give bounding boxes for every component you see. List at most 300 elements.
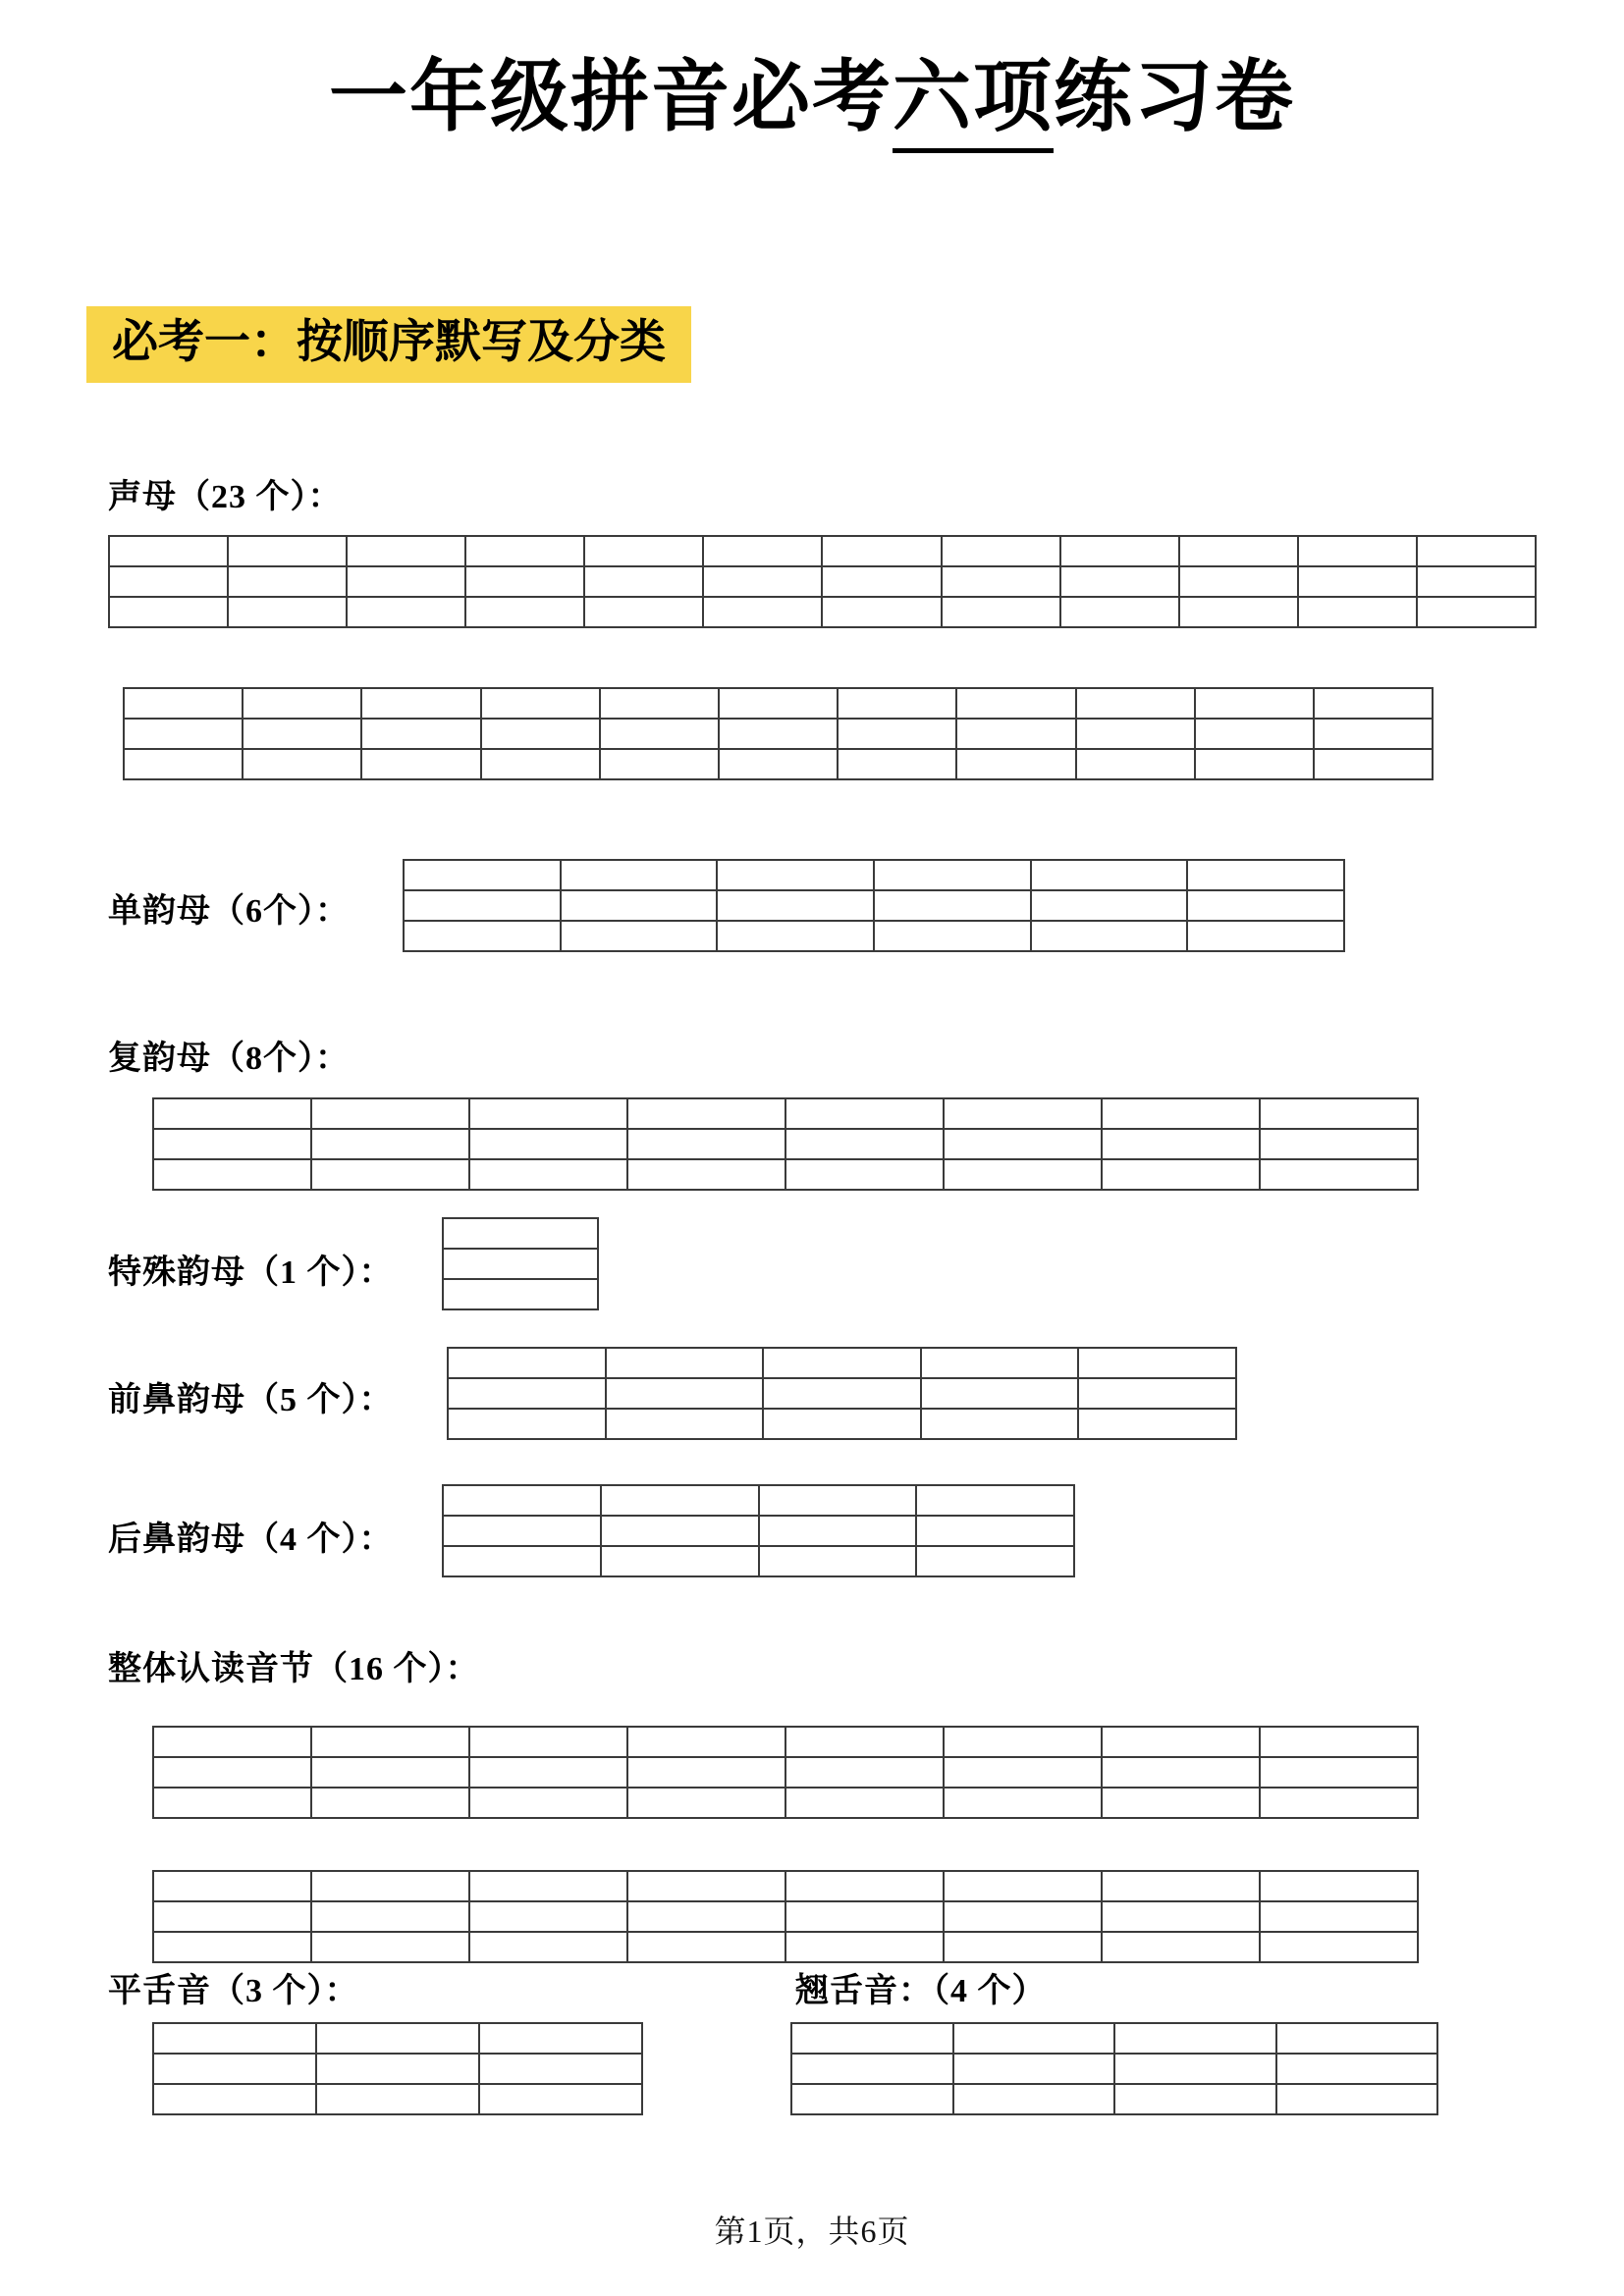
pinyin-grid-line [470, 1789, 626, 1817]
pinyin-grid[interactable] [152, 1726, 1419, 1819]
pinyin-grid[interactable] [403, 859, 1345, 952]
pinyin-grid-line [1299, 598, 1416, 626]
pinyin-grid-cell[interactable] [839, 689, 957, 778]
pinyin-grid-cell[interactable] [1196, 689, 1315, 778]
pinyin-grid-line [1261, 1728, 1417, 1758]
pinyin-grid-cell[interactable] [945, 1728, 1103, 1817]
pinyin-grid-line [1103, 1933, 1259, 1961]
pinyin-grid-line [704, 567, 821, 598]
pinyin-grid-line [1061, 567, 1178, 598]
pinyin-grid-line [943, 537, 1059, 567]
pinyin-grid-cell[interactable] [602, 1486, 760, 1575]
pinyin-grid-line [1180, 598, 1297, 626]
pinyin-grid-line [917, 1486, 1073, 1517]
pinyin-grid-cell[interactable] [154, 1099, 312, 1189]
pinyin-grid-line [1103, 1789, 1259, 1817]
pinyin-grid-line [110, 567, 227, 598]
pinyin-grid-line [823, 567, 940, 598]
pinyin-grid-line [1061, 537, 1178, 567]
pinyin-grid-line [466, 567, 583, 598]
pinyin-grid-line [444, 1486, 600, 1517]
pinyin-grid-line [1115, 2055, 1275, 2085]
pinyin-grid-line [1277, 2024, 1437, 2055]
pinyin-grid-line [562, 922, 717, 950]
pinyin-grid-line [317, 2085, 478, 2113]
pinyin-grid-line [317, 2055, 478, 2085]
pinyin-grid-line [480, 2085, 641, 2113]
pinyin-grid-line [917, 1517, 1073, 1547]
pinyin-grid-cell[interactable] [312, 1728, 470, 1817]
pinyin-grid-line [1103, 1728, 1259, 1758]
pinyin-grid-cell[interactable] [362, 689, 481, 778]
pinyin-grid-cell[interactable] [628, 1728, 786, 1817]
pinyin-grid-cell[interactable] [786, 1099, 945, 1189]
pinyin-grid-line [1103, 1130, 1259, 1160]
pinyin-grid-line [628, 1728, 785, 1758]
pinyin-grid-line [312, 1789, 468, 1817]
grid-qianbiyunmu[interactable] [447, 1347, 1237, 1440]
pinyin-grid-cell[interactable] [764, 1349, 922, 1438]
pinyin-grid-line [312, 1872, 468, 1902]
pinyin-grid-cell[interactable] [875, 861, 1032, 950]
pinyin-grid-line [792, 2085, 952, 2113]
pinyin-grid-line [954, 2024, 1114, 2055]
pinyin-grid-line [405, 891, 560, 922]
pinyin-grid-cell[interactable] [154, 1872, 312, 1961]
pinyin-grid-line [470, 1933, 626, 1961]
pinyin-grid-cell[interactable] [1103, 1099, 1261, 1189]
pinyin-grid-line [945, 1099, 1101, 1130]
pinyin-grid-line [922, 1349, 1078, 1379]
pinyin-grid-line [444, 1547, 600, 1575]
pinyin-grid-cell[interactable] [704, 537, 823, 626]
pinyin-grid-cell[interactable] [470, 1872, 628, 1961]
pinyin-grid[interactable] [123, 687, 1434, 780]
group-label-danyunmu: 单韵母（6个）： [108, 893, 350, 930]
pinyin-grid-line [839, 689, 955, 720]
pinyin-grid-line [957, 720, 1074, 750]
pinyin-grid-line [1299, 537, 1416, 567]
grid-zhengtirendu-row-1[interactable] [152, 1726, 1419, 1819]
pinyin-grid-line [480, 2024, 641, 2055]
pinyin-grid-cell[interactable] [312, 1872, 470, 1961]
pinyin-grid-line [470, 1160, 626, 1189]
pinyin-grid-cell[interactable] [943, 537, 1061, 626]
pinyin-grid-line [628, 1758, 785, 1789]
pinyin-grid[interactable] [447, 1347, 1237, 1440]
pinyin-grid-line [154, 1872, 310, 1902]
pinyin-grid-line [823, 537, 940, 567]
pinyin-grid-cell[interactable] [444, 1486, 602, 1575]
pinyin-grid-line [444, 1250, 597, 1280]
pinyin-grid[interactable] [108, 535, 1537, 628]
pinyin-grid-line [585, 567, 702, 598]
pinyin-grid-line [317, 2024, 478, 2055]
group-label-fuyunmu: 复韵母（8个）： [108, 1041, 350, 1077]
pinyin-grid-line [1261, 1933, 1417, 1961]
pinyin-grid-line [362, 689, 479, 720]
pinyin-grid-cell[interactable] [607, 1349, 765, 1438]
pinyin-grid-line [362, 720, 479, 750]
pinyin-grid-line [482, 689, 599, 720]
pinyin-grid-line [945, 1130, 1101, 1160]
pinyin-grid-line [628, 1933, 785, 1961]
pinyin-grid-line [786, 1728, 943, 1758]
pinyin-grid-cell[interactable] [954, 2024, 1116, 2113]
pinyin-grid-line [444, 1517, 600, 1547]
pinyin-grid-cell[interactable] [1299, 537, 1418, 626]
pinyin-grid-line [244, 750, 360, 778]
pinyin-grid-line [1299, 567, 1416, 598]
pinyin-grid-line [1196, 720, 1313, 750]
pinyin-grid-line [718, 861, 873, 891]
pinyin-grid-line [628, 1130, 785, 1160]
pinyin-grid-line [602, 1517, 758, 1547]
pinyin-grid-cell[interactable] [718, 861, 875, 950]
group-label-houbiyunmu: 后鼻韵母（4 个）： [108, 1522, 394, 1558]
pinyin-grid-line [480, 2055, 641, 2085]
pinyin-grid-cell[interactable] [1115, 2024, 1277, 2113]
pinyin-grid-line [945, 1758, 1101, 1789]
pinyin-grid-line [792, 2055, 952, 2085]
pinyin-grid-line [312, 1758, 468, 1789]
pinyin-grid-line [125, 750, 242, 778]
pinyin-grid-line [1115, 2024, 1275, 2055]
group-label-shengmu: 声母（23 个）： [108, 479, 343, 515]
pinyin-grid-cell[interactable] [628, 1872, 786, 1961]
pinyin-grid-line [1315, 750, 1432, 778]
pinyin-grid-line [945, 1872, 1101, 1902]
pinyin-grid-line [312, 1099, 468, 1130]
pinyin-grid-line [1103, 1872, 1259, 1902]
pinyin-grid-line [786, 1789, 943, 1817]
pinyin-grid-cell[interactable] [480, 2024, 641, 2113]
pinyin-grid-cell[interactable] [1032, 861, 1189, 950]
pinyin-grid[interactable] [152, 1870, 1419, 1963]
pinyin-grid-line [444, 1280, 597, 1308]
pinyin-grid-cell[interactable] [786, 1872, 945, 1961]
pinyin-grid-line [1077, 720, 1194, 750]
pinyin-grid-cell[interactable] [1188, 861, 1343, 950]
pinyin-grid-line [839, 720, 955, 750]
pinyin-grid-cell[interactable] [125, 689, 244, 778]
pinyin-grid-line [154, 1160, 310, 1189]
pinyin-grid-cell[interactable] [449, 1349, 607, 1438]
pinyin-grid-line [125, 720, 242, 750]
pinyin-grid-line [466, 537, 583, 567]
pinyin-grid-line [1188, 861, 1343, 891]
pinyin-grid-line [1418, 537, 1535, 567]
pinyin-grid-line [1103, 1758, 1259, 1789]
pinyin-grid-line [1418, 567, 1535, 598]
grid-qiaosheyin[interactable] [790, 2022, 1438, 2115]
pinyin-grid-cell[interactable] [312, 1099, 470, 1189]
pinyin-grid-line [628, 1872, 785, 1902]
pinyin-grid-line [957, 750, 1074, 778]
pinyin-grid-line [1103, 1099, 1259, 1130]
pinyin-grid-line [628, 1789, 785, 1817]
pinyin-grid-line [110, 598, 227, 626]
pinyin-grid[interactable] [152, 2022, 643, 2115]
pinyin-grid-line [607, 1379, 763, 1410]
pinyin-grid-cell[interactable] [720, 689, 839, 778]
page-title-underlined-part: 六项 [893, 51, 1054, 153]
grid-pingsheyin[interactable] [152, 2022, 643, 2115]
grid-teshuyunmu[interactable] [442, 1217, 599, 1310]
pinyin-grid-line [154, 1758, 310, 1789]
pinyin-grid-cell[interactable] [601, 689, 720, 778]
pinyin-grid-line [312, 1130, 468, 1160]
pinyin-grid-line [720, 720, 837, 750]
pinyin-grid-line [945, 1728, 1101, 1758]
pinyin-grid-line [110, 537, 227, 567]
pinyin-grid-line [154, 1902, 310, 1933]
pinyin-grid[interactable] [790, 2022, 1438, 2115]
pinyin-grid-line [1061, 598, 1178, 626]
grid-shengmu-row-2[interactable] [123, 687, 1434, 780]
grid-houbiyunmu[interactable] [442, 1484, 1075, 1577]
pinyin-grid-line [1032, 922, 1187, 950]
pinyin-grid-cell[interactable] [470, 1099, 628, 1189]
pinyin-grid-line [957, 689, 1074, 720]
pinyin-grid-line [470, 1902, 626, 1933]
pinyin-grid-line [764, 1379, 920, 1410]
pinyin-grid-line [601, 689, 718, 720]
pinyin-grid-line [718, 922, 873, 950]
pinyin-grid-line [602, 1547, 758, 1575]
pinyin-grid-cell[interactable] [1261, 1099, 1417, 1189]
pinyin-grid-line [405, 861, 560, 891]
pinyin-grid-line [466, 598, 583, 626]
pinyin-grid-line [444, 1219, 597, 1250]
pinyin-grid-line [1261, 1789, 1417, 1817]
pinyin-grid[interactable] [442, 1484, 1075, 1577]
pinyin-grid-line [922, 1410, 1078, 1438]
pinyin-grid-line [760, 1517, 916, 1547]
pinyin-grid-line [1277, 2085, 1437, 2113]
pinyin-grid-line [718, 891, 873, 922]
pinyin-grid-line [482, 720, 599, 750]
pinyin-grid-line [1261, 1872, 1417, 1902]
pinyin-grid-cell[interactable] [154, 1728, 312, 1817]
pinyin-grid-cell[interactable] [110, 537, 229, 626]
pinyin-grid-line [628, 1160, 785, 1189]
pinyin-grid-line [348, 567, 464, 598]
pinyin-grid-line [1079, 1410, 1235, 1438]
pinyin-grid-cell[interactable] [348, 537, 466, 626]
pinyin-grid-line [154, 1728, 310, 1758]
pinyin-grid-line [244, 720, 360, 750]
pinyin-grid-line [1261, 1758, 1417, 1789]
pinyin-grid-line [760, 1486, 916, 1517]
pinyin-grid-line [482, 750, 599, 778]
pinyin-grid-cell[interactable] [405, 861, 562, 950]
pinyin-grid-cell[interactable] [957, 689, 1076, 778]
pinyin-grid-cell[interactable] [229, 537, 348, 626]
pinyin-grid-cell[interactable] [444, 1219, 597, 1308]
pinyin-grid-line [585, 598, 702, 626]
grid-danyunmu[interactable] [403, 859, 1345, 952]
pinyin-grid-line [628, 1902, 785, 1933]
pinyin-grid-cell[interactable] [466, 537, 585, 626]
pinyin-grid-line [786, 1758, 943, 1789]
pinyin-grid-line [607, 1349, 763, 1379]
pinyin-grid-line [470, 1099, 626, 1130]
pinyin-grid-line [823, 598, 940, 626]
pinyin-grid-cell[interactable] [792, 2024, 954, 2113]
pinyin-grid-line [875, 891, 1030, 922]
pinyin-grid-cell[interactable] [1261, 1728, 1417, 1817]
pinyin-grid-line [1418, 598, 1535, 626]
pinyin-grid-line [312, 1728, 468, 1758]
pinyin-grid-line [362, 750, 479, 778]
pinyin-grid-cell[interactable] [1077, 689, 1196, 778]
pinyin-grid-cell[interactable] [1315, 689, 1432, 778]
pinyin-grid-cell[interactable] [922, 1349, 1080, 1438]
page-title-part-1: 一年级拼音必考 [329, 51, 893, 142]
group-label-qianbiyunmu: 前鼻韵母（5 个）： [108, 1382, 394, 1418]
pinyin-grid-cell[interactable] [482, 689, 601, 778]
pinyin-grid-line [943, 598, 1059, 626]
pinyin-grid-line [602, 1486, 758, 1517]
pinyin-grid-cell[interactable] [945, 1872, 1103, 1961]
pinyin-grid-line [1315, 720, 1432, 750]
pinyin-grid-cell[interactable] [562, 861, 719, 950]
pinyin-grid-line [954, 2085, 1114, 2113]
pinyin-grid-cell[interactable] [244, 689, 362, 778]
pinyin-grid-line [312, 1933, 468, 1961]
pinyin-grid-line [1079, 1379, 1235, 1410]
pinyin-grid-line [786, 1902, 943, 1933]
page-footer: 第1页，共6页 [714, 2214, 910, 2249]
pinyin-grid-cell[interactable] [917, 1486, 1073, 1575]
pinyin-grid-line [607, 1410, 763, 1438]
group-label-qiaosheyin: 翘舌音：（4 个） [795, 1973, 1047, 2009]
pinyin-grid-line [1180, 567, 1297, 598]
pinyin-grid-line [875, 861, 1030, 891]
pinyin-grid-line [628, 1099, 785, 1130]
page-title [0, 51, 1624, 143]
group-label-zhengtirendu: 整体认读音节（16 个）： [108, 1651, 480, 1687]
pinyin-grid-line [875, 922, 1030, 950]
pinyin-grid-line [945, 1902, 1101, 1933]
pinyin-grid-cell[interactable] [1079, 1349, 1235, 1438]
pinyin-grid-line [1261, 1160, 1417, 1189]
pinyin-grid-cell[interactable] [1180, 537, 1299, 626]
pinyin-grid-line [154, 2055, 315, 2085]
pinyin-grid-line [720, 689, 837, 720]
pinyin-grid-line [1180, 537, 1297, 567]
pinyin-grid-line [704, 537, 821, 567]
pinyin-grid-line [562, 861, 717, 891]
pinyin-grid-line [470, 1758, 626, 1789]
pinyin-grid-line [312, 1902, 468, 1933]
pinyin-grid-line [1077, 750, 1194, 778]
pinyin-grid-cell[interactable] [317, 2024, 480, 2113]
pinyin-grid-line [945, 1160, 1101, 1189]
grid-fuyunmu[interactable] [152, 1097, 1419, 1191]
pinyin-grid-cell[interactable] [628, 1099, 786, 1189]
section-header-label: 必考一：按顺序默写及分类 [112, 315, 666, 369]
pinyin-grid-cell[interactable] [1418, 537, 1535, 626]
pinyin-grid-line [704, 598, 821, 626]
pinyin-grid-line [1032, 861, 1187, 891]
group-label-pingsheyin: 平舌音（3 个）： [108, 1973, 359, 2009]
pinyin-grid-line [348, 598, 464, 626]
pinyin-grid-line [449, 1410, 605, 1438]
pinyin-grid-line [1261, 1902, 1417, 1933]
pinyin-grid-line [1103, 1160, 1259, 1189]
pinyin-grid-line [1115, 2085, 1275, 2113]
pinyin-grid-line [943, 567, 1059, 598]
pinyin-grid[interactable] [442, 1217, 599, 1310]
pinyin-grid-line [585, 537, 702, 567]
section-header-band [86, 306, 691, 383]
grid-zhengtirendu-row-2[interactable] [152, 1870, 1419, 1963]
pinyin-grid-line [244, 689, 360, 720]
pinyin-grid-cell[interactable] [1277, 2024, 1437, 2113]
grid-shengmu-row-1[interactable] [108, 535, 1537, 628]
pinyin-grid-line [449, 1379, 605, 1410]
pinyin-grid-line [154, 1099, 310, 1130]
pinyin-grid-line [154, 2085, 315, 2113]
pinyin-grid-cell[interactable] [1103, 1872, 1261, 1961]
pinyin-grid-line [764, 1349, 920, 1379]
pinyin-grid-line [792, 2024, 952, 2055]
pinyin-grid-cell[interactable] [823, 537, 942, 626]
pinyin-grid[interactable] [152, 1097, 1419, 1191]
pinyin-grid-cell[interactable] [470, 1728, 628, 1817]
pinyin-grid-line [154, 2024, 315, 2055]
pinyin-grid-line [470, 1728, 626, 1758]
pinyin-grid-line [786, 1130, 943, 1160]
pinyin-grid-line [405, 922, 560, 950]
pinyin-grid-cell[interactable] [1103, 1728, 1261, 1817]
pinyin-grid-cell[interactable] [1261, 1872, 1417, 1961]
pinyin-grid-line [125, 689, 242, 720]
pinyin-grid-line [786, 1160, 943, 1189]
pinyin-grid-line [470, 1872, 626, 1902]
pinyin-grid-cell[interactable] [760, 1486, 918, 1575]
pinyin-grid-line [786, 1933, 943, 1961]
pinyin-grid-line [154, 1789, 310, 1817]
pinyin-grid-cell[interactable] [154, 2024, 317, 2113]
pinyin-grid-line [917, 1547, 1073, 1575]
pinyin-grid-line [154, 1130, 310, 1160]
pinyin-grid-cell[interactable] [585, 537, 704, 626]
pinyin-grid-line [1315, 689, 1432, 720]
pinyin-grid-cell[interactable] [786, 1728, 945, 1817]
pinyin-grid-line [1077, 689, 1194, 720]
pinyin-grid-line [945, 1789, 1101, 1817]
pinyin-grid-line [764, 1410, 920, 1438]
pinyin-grid-line [229, 598, 346, 626]
pinyin-grid-line [1261, 1099, 1417, 1130]
pinyin-grid-line [562, 891, 717, 922]
page-title-part-2: 练习卷 [1054, 51, 1295, 142]
pinyin-grid-line [1196, 750, 1313, 778]
pinyin-grid-line [786, 1872, 943, 1902]
pinyin-grid-line [470, 1130, 626, 1160]
pinyin-grid-cell[interactable] [1061, 537, 1180, 626]
pinyin-grid-line [1188, 891, 1343, 922]
pinyin-grid-line [312, 1160, 468, 1189]
pinyin-grid-line [229, 537, 346, 567]
pinyin-grid-line [1261, 1130, 1417, 1160]
pinyin-grid-line [1032, 891, 1187, 922]
pinyin-grid-line [348, 537, 464, 567]
pinyin-grid-cell[interactable] [945, 1099, 1103, 1189]
